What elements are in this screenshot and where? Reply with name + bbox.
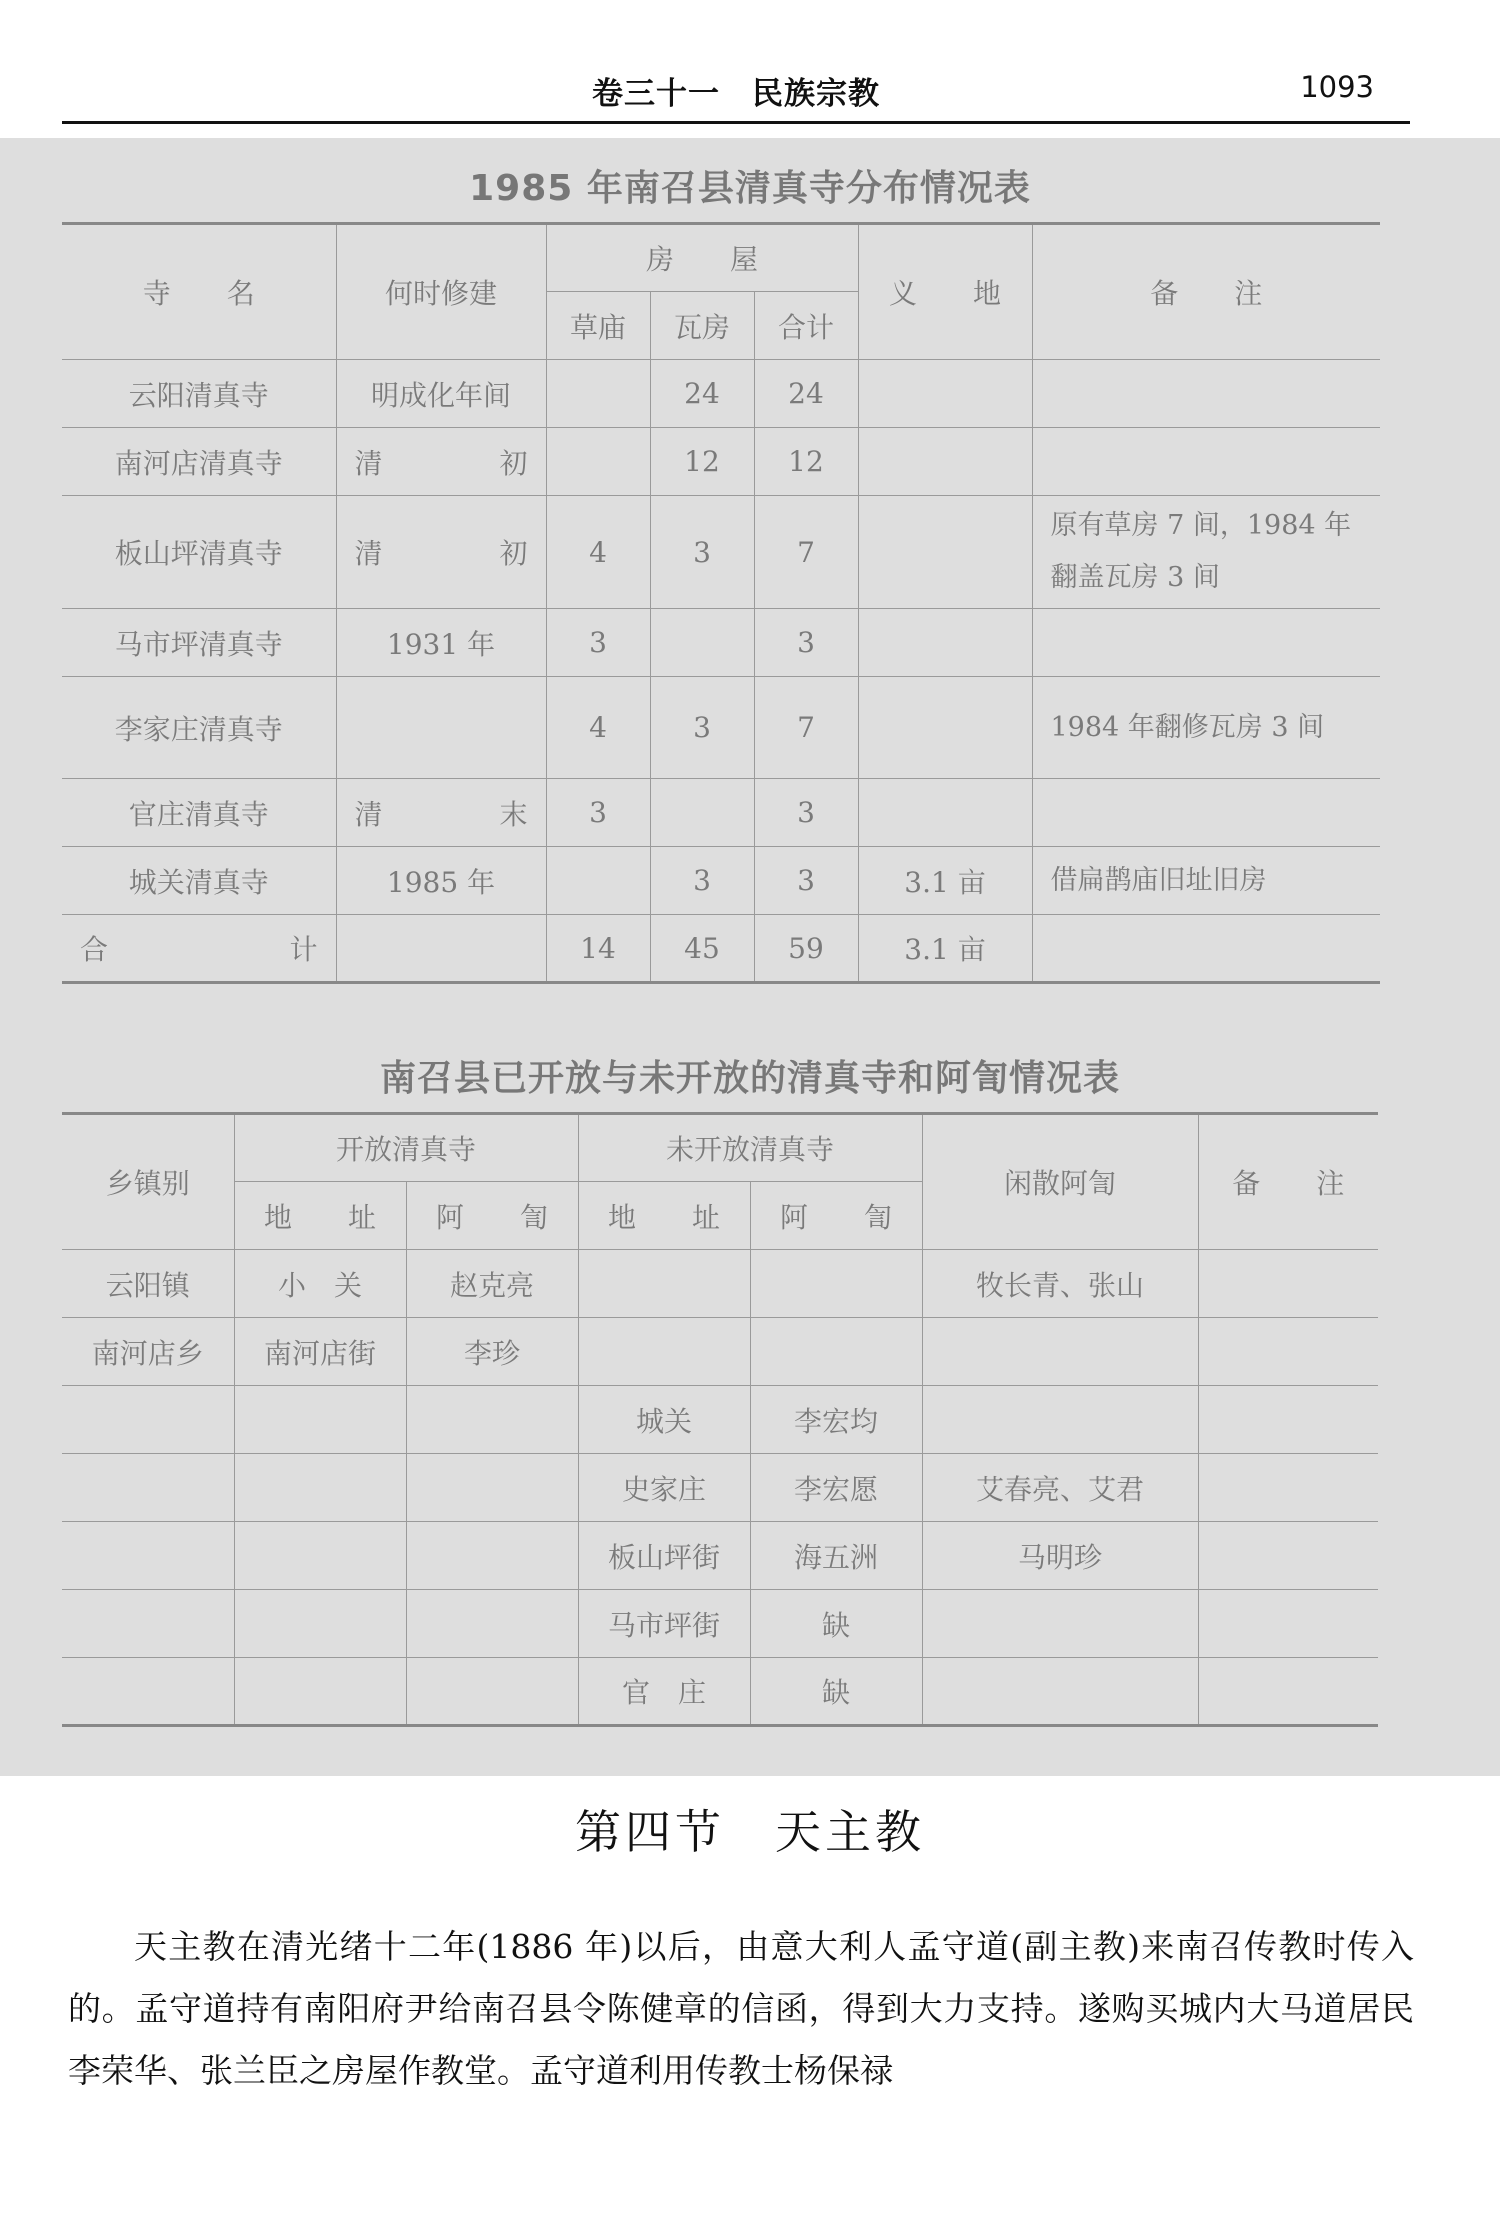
header-closed-mosques: 未开放清真寺	[578, 1114, 922, 1182]
page-header	[62, 60, 1410, 124]
cell-built: 明成化年间	[336, 360, 546, 428]
cell-name: 李家庄清真寺	[62, 677, 336, 779]
cell-built	[336, 677, 546, 779]
table-row	[62, 1590, 1378, 1658]
cell-note	[1198, 1318, 1378, 1386]
mosque-distribution-table	[62, 222, 1380, 984]
cell-tile: 3	[650, 847, 754, 915]
table-row	[62, 779, 1380, 847]
cell-name: 南河店清真寺	[62, 428, 336, 496]
header-open-mosques: 开放清真寺	[234, 1114, 578, 1182]
cell-closed-address	[578, 1250, 750, 1318]
cell-note	[1032, 779, 1380, 847]
cell-note	[1198, 1590, 1378, 1658]
table-row	[62, 1454, 1378, 1522]
cell-open-address	[234, 1454, 406, 1522]
cell-total: 59	[754, 915, 858, 983]
body-text	[68, 1916, 1414, 2102]
cell-closed-address: 史家庄	[578, 1454, 750, 1522]
header-open-address: 地 址	[234, 1182, 406, 1250]
cell-closed-address: 马市坪街	[578, 1590, 750, 1658]
header-thatch: 草庙	[546, 292, 650, 360]
cell-idle	[922, 1590, 1198, 1658]
cell-name: 官庄清真寺	[62, 779, 336, 847]
cell-total: 12	[754, 428, 858, 496]
cell-note: 借扁鹊庙旧址旧房	[1032, 847, 1380, 915]
cell-tile: 24	[650, 360, 754, 428]
cell-township: 云阳镇	[62, 1250, 234, 1318]
header-note: 备 注	[1198, 1114, 1378, 1250]
cell-open-address: 南河店街	[234, 1318, 406, 1386]
cell-note	[1198, 1386, 1378, 1454]
cell-thatch: 3	[546, 779, 650, 847]
cell-closed-address: 官 庄	[578, 1658, 750, 1726]
cell-closed-imam: 缺	[750, 1590, 922, 1658]
cell-thatch: 3	[546, 609, 650, 677]
cell-note	[1032, 360, 1380, 428]
cell-closed-address: 城关	[578, 1386, 750, 1454]
table-row	[62, 1250, 1378, 1318]
cell-township	[62, 1522, 234, 1590]
header-closed-imam: 阿 訇	[750, 1182, 922, 1250]
cell-name: 马市坪清真寺	[62, 609, 336, 677]
cell-name: 合 计	[62, 915, 336, 983]
cell-tile: 45	[650, 915, 754, 983]
cell-total: 3	[754, 609, 858, 677]
cell-land: 3.1 亩	[858, 915, 1032, 983]
cell-total: 7	[754, 496, 858, 609]
table-row	[62, 428, 1380, 496]
cell-note	[1032, 428, 1380, 496]
table-row	[62, 1522, 1378, 1590]
cell-open-imam	[406, 1590, 578, 1658]
cell-total: 3	[754, 779, 858, 847]
cell-closed-imam	[750, 1318, 922, 1386]
cell-idle: 马明珍	[922, 1522, 1198, 1590]
header-idle-imams: 闲散阿訇	[922, 1114, 1198, 1250]
cell-idle	[922, 1318, 1198, 1386]
cell-land	[858, 360, 1032, 428]
cell-open-address	[234, 1386, 406, 1454]
chapter-title: 卷三十一 民族宗教	[592, 76, 880, 112]
table-row	[62, 1318, 1378, 1386]
cell-open-address: 小 关	[234, 1250, 406, 1318]
header-note: 备 注	[1032, 224, 1380, 360]
cell-thatch	[546, 360, 650, 428]
table-sum-row	[62, 915, 1380, 983]
cell-township	[62, 1658, 234, 1726]
cell-open-address	[234, 1658, 406, 1726]
cell-idle: 牧长青、张山	[922, 1250, 1198, 1318]
mosque-imam-table	[62, 1112, 1378, 1727]
cell-open-imam: 李珍	[406, 1318, 578, 1386]
cell-thatch: 4	[546, 496, 650, 609]
cell-closed-imam: 李宏愿	[750, 1454, 922, 1522]
cell-open-imam	[406, 1454, 578, 1522]
cell-total: 7	[754, 677, 858, 779]
header-mosque-name: 寺 名	[62, 224, 336, 360]
cell-closed-imam: 李宏均	[750, 1386, 922, 1454]
cell-total: 3	[754, 847, 858, 915]
cell-name: 板山坪清真寺	[62, 496, 336, 609]
table-row	[62, 1386, 1378, 1454]
header-rule	[62, 121, 1410, 124]
cell-built: 1985 年	[336, 847, 546, 915]
table-row	[62, 609, 1380, 677]
cell-land: 3.1 亩	[858, 847, 1032, 915]
cell-open-imam	[406, 1522, 578, 1590]
cell-open-imam	[406, 1658, 578, 1726]
section-title: 第四节 天主教	[575, 1805, 925, 1859]
cell-open-imam: 赵克亮	[406, 1250, 578, 1318]
cell-closed-address: 板山坪街	[578, 1522, 750, 1590]
cell-thatch: 14	[546, 915, 650, 983]
cell-land	[858, 677, 1032, 779]
header-township: 乡镇别	[62, 1114, 234, 1250]
cell-note	[1198, 1522, 1378, 1590]
table-row	[62, 1658, 1378, 1726]
paragraph: 天主教在清光绪十二年(1886 年)以后，由意大利人孟守道(副主教)来南召传教时传入的。孟守道持有南阳府尹给南召县令陈健章的信函，得到大力支持。遂购买城内大马道居民李荣华、张兰臣之房屋作教堂。孟守道利用传教士杨保禄	[68, 1927, 1414, 2090]
cell-tile: 3	[650, 677, 754, 779]
header-houses: 房 屋	[546, 224, 858, 292]
header-built-time: 何时修建	[336, 224, 546, 360]
cell-land	[858, 609, 1032, 677]
header-open-imam: 阿 訇	[406, 1182, 578, 1250]
cell-built: 1931 年	[336, 609, 546, 677]
cell-note	[1032, 609, 1380, 677]
header-total: 合计	[754, 292, 858, 360]
cell-built: 清 初	[336, 496, 546, 609]
cell-note	[1198, 1658, 1378, 1726]
cell-thatch: 4	[546, 677, 650, 779]
page-number: 1093	[1300, 70, 1374, 104]
header-burial-land: 义 地	[858, 224, 1032, 360]
cell-note: 原有草房 7 间，1984 年翻盖瓦房 3 间	[1032, 496, 1380, 609]
cell-closed-imam: 海五洲	[750, 1522, 922, 1590]
cell-built: 清 初	[336, 428, 546, 496]
cell-closed-imam	[750, 1250, 922, 1318]
cell-total: 24	[754, 360, 858, 428]
cell-land	[858, 779, 1032, 847]
cell-tile: 12	[650, 428, 754, 496]
cell-township	[62, 1590, 234, 1658]
cell-note: 1984 年翻修瓦房 3 间	[1032, 677, 1380, 779]
table-row	[62, 496, 1380, 609]
cell-built: 清 末	[336, 779, 546, 847]
cell-open-imam	[406, 1386, 578, 1454]
table-row	[62, 847, 1380, 915]
cell-note	[1032, 915, 1380, 983]
cell-open-address	[234, 1522, 406, 1590]
cell-name: 云阳清真寺	[62, 360, 336, 428]
cell-name: 城关清真寺	[62, 847, 336, 915]
table2-title: 南召县已开放与未开放的清真寺和阿訇情况表	[379, 1058, 1120, 1099]
cell-thatch	[546, 428, 650, 496]
cell-closed-imam: 缺	[750, 1658, 922, 1726]
cell-tile	[650, 779, 754, 847]
cell-thatch	[546, 847, 650, 915]
table-row	[62, 677, 1380, 779]
table-row	[62, 360, 1380, 428]
cell-built	[336, 915, 546, 983]
cell-open-address	[234, 1590, 406, 1658]
cell-land	[858, 496, 1032, 609]
cell-township: 南河店乡	[62, 1318, 234, 1386]
cell-idle	[922, 1658, 1198, 1726]
cell-land	[858, 428, 1032, 496]
cell-township	[62, 1386, 234, 1454]
cell-note	[1198, 1454, 1378, 1522]
cell-tile	[650, 609, 754, 677]
header-tile: 瓦房	[650, 292, 754, 360]
cell-township	[62, 1454, 234, 1522]
cell-note	[1198, 1250, 1378, 1318]
cell-idle: 艾春亮、艾君	[922, 1454, 1198, 1522]
header-closed-address: 地 址	[578, 1182, 750, 1250]
cell-closed-address	[578, 1318, 750, 1386]
cell-tile: 3	[650, 496, 754, 609]
cell-idle	[922, 1386, 1198, 1454]
table1-title: 1985 年南召县清真寺分布情况表	[469, 168, 1031, 209]
